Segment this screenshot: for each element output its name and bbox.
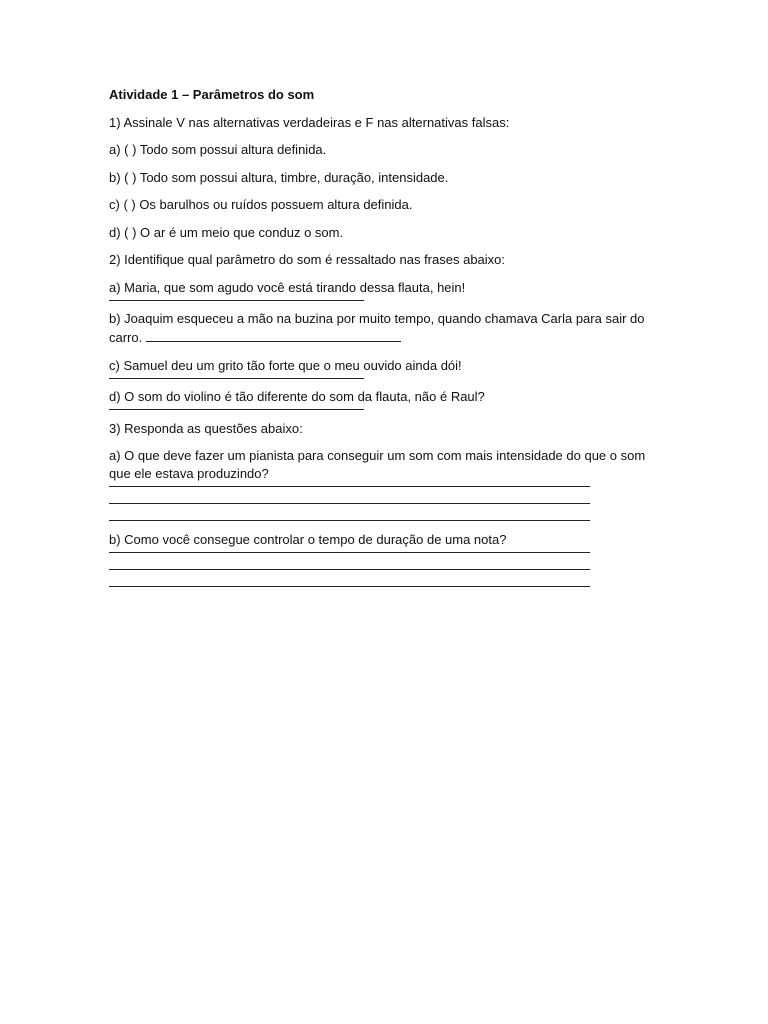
- question-2-item-a: [109, 279, 649, 301]
- question-1-prompt: 1) Assinale V nas alternativas verdadeiras e F nas alternativas falsas:: [109, 114, 510, 130]
- question-3-item-a-text-line1: a) O que deve fazer um pianista para conseguir um som com mais intensidade do que o som: [109, 448, 646, 463]
- answer-line: [109, 406, 364, 410]
- question-2-item-c-text: c) Samuel deu um grito tão forte que o meu ouvido ainda dói!: [109, 357, 462, 373]
- answer-line: [109, 553, 590, 570]
- question-2-item-b-text-line2: carro.: [109, 330, 143, 345]
- question-2-item-a-text: a) Maria, que som agudo você está tirando dessa flauta, hein!: [109, 279, 466, 295]
- answer-line: [109, 570, 590, 587]
- answer-lines: [109, 483, 649, 521]
- question-2-prompt: 2) Identifique qual parâmetro do som é ressaltado nas frases abaixo:: [109, 252, 506, 267]
- question-2-item-b: [109, 310, 649, 347]
- question-3-item-a: [109, 447, 649, 521]
- question-2-item-b-line2: [109, 328, 649, 347]
- question-2-item-d: [109, 388, 649, 410]
- question-2-item-d-text: d) O som do violino é tão diferente do som da flauta, não é Raul?: [109, 389, 485, 404]
- question-1-item-c: c) ( ) Os barulhos ou ruídos possuem altura definida.: [109, 197, 413, 212]
- answer-line: [109, 375, 364, 379]
- worksheet-title: Atividade 1 – Parâmetros do som: [109, 87, 315, 102]
- answer-lines: [109, 549, 649, 587]
- answer-line: [146, 328, 401, 342]
- answer-line: [109, 504, 590, 521]
- question-1-item-a: a) ( ) Todo som possui altura definida.: [109, 142, 327, 157]
- question-1-item-b: b) ( ) Todo som possui altura, timbre, duração, intensidade.: [109, 169, 449, 185]
- answer-line: [109, 297, 364, 301]
- question-1-item-d: d) ( ) O ar é um meio que conduz o som.: [109, 224, 344, 240]
- question-3-item-b-text: b) Como você consegue controlar o tempo de duração de uma nota?: [109, 531, 507, 547]
- question-3-item-b: [109, 531, 649, 587]
- worksheet-content: [109, 86, 649, 596]
- question-3-prompt: 3) Responda as questões abaixo:: [109, 420, 303, 436]
- question-3-item-a-text-line2: que ele estava produzindo?: [109, 466, 269, 481]
- answer-line: [109, 487, 590, 504]
- question-2-item-c: [109, 357, 649, 379]
- question-2-item-b-text-line1: b) Joaquim esqueceu a mão na buzina por muito tempo, quando chamava Carla para sair do: [109, 311, 645, 326]
